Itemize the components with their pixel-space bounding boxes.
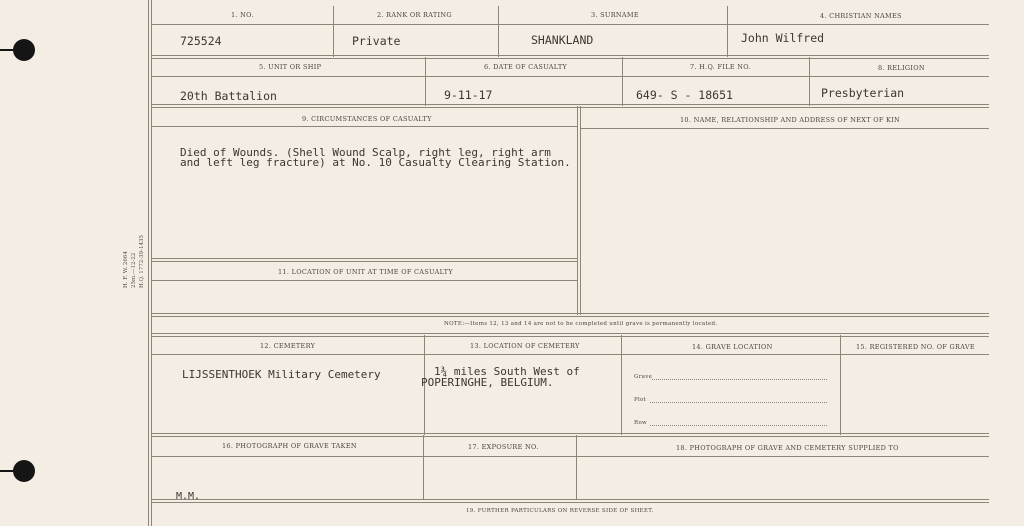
rule (152, 55, 989, 59)
label-date: 6. DATE OF CASUALTY (484, 63, 568, 71)
label-no: 1. NO. (231, 11, 254, 19)
label-plot: Plot (634, 397, 647, 403)
divider (622, 57, 623, 106)
label-grave-location: 14. GRAVE LOCATION (692, 343, 773, 351)
side-code-1: H. F. W. 2664 (123, 251, 129, 288)
rule (152, 104, 989, 108)
binder-hole-bottom (13, 460, 35, 482)
rank-value: Private (352, 34, 401, 48)
label-religion: 8. RELIGION (878, 64, 925, 72)
location-line-1: 1¾ miles South West of (434, 365, 580, 378)
label-next-of-kin: 10. NAME, RELATIONSHIP AND ADDRESS OF NEXT OF KIN (680, 116, 901, 124)
divider (577, 106, 578, 315)
divider (333, 6, 334, 57)
rule (152, 313, 989, 317)
plot-dotted-line (650, 402, 827, 403)
rule (152, 433, 989, 437)
label-circumstances: 9. CIRCUMSTANCES OF CASUALTY (302, 115, 432, 123)
label-christian-names: 4. CHRISTIAN NAMES (820, 12, 902, 20)
label-grave: Grave (634, 374, 653, 380)
photo-taken-value: M.M. (176, 491, 201, 502)
rule (152, 456, 989, 457)
divider (423, 435, 424, 500)
rule (152, 333, 989, 337)
rule (152, 76, 989, 77)
label-unit: 5. UNIT OR SHIP (259, 63, 322, 71)
side-code-3: H.Q. 1772-39-1435 (139, 235, 145, 288)
left-margin-line-2 (151, 0, 152, 526)
rule (152, 354, 989, 355)
divider (580, 106, 581, 315)
hq-file-no-value: 649- S - 18651 (636, 88, 733, 102)
rule (152, 126, 577, 127)
divider (809, 57, 810, 106)
religion-value: Presbyterian (821, 86, 905, 100)
circumstances-line-1: Died of Wounds. (Shell Wound Scalp, right leg, right arm (180, 146, 551, 159)
unit-value: 20th Battalion (180, 89, 277, 103)
rule (152, 24, 989, 25)
row-dotted-line (650, 425, 827, 426)
binder-hole-top (13, 39, 35, 61)
left-margin-line (148, 0, 149, 526)
service-number: 725524 (180, 34, 222, 48)
divider (498, 6, 499, 57)
divider (621, 335, 622, 435)
rule (152, 280, 577, 281)
rule (152, 258, 577, 262)
surname-value: SHANKLAND (531, 33, 594, 47)
rule (580, 128, 989, 129)
note-text: NOTE:—Items 12, 13 and 14 are not to be completed until grave is permanently located. (444, 321, 718, 327)
label-hq-file: 7. H.Q. FILE NO. (690, 63, 751, 71)
divider (727, 6, 728, 57)
label-registered-no: 15. REGISTERED NO. OF GRAVE (856, 343, 975, 351)
footer-text: 19. FURTHER PARTICULARS ON REVERSE SIDE OF SHEET. (466, 508, 654, 514)
label-cemetery: 12. CEMETERY (260, 342, 316, 350)
divider (840, 335, 841, 435)
divider (576, 435, 577, 500)
label-photo-supplied: 18. PHOTOGRAPH OF GRAVE AND CEMETERY SUPPLIED TO (676, 444, 899, 452)
label-location-unit: 11. LOCATION OF UNIT AT TIME OF CASUALTY (278, 268, 453, 276)
label-location-cemetery: 13. LOCATION OF CEMETERY (470, 342, 580, 350)
rule (152, 499, 989, 503)
circumstances-line-2: and left leg fracture) at No. 10 Casualty Clearing Station. (180, 156, 571, 169)
label-exposure: 17. EXPOSURE NO. (468, 443, 539, 451)
grave-dotted-line (652, 379, 827, 380)
label-rank: 2. RANK OR RATING (377, 11, 452, 19)
side-code-2: 25m.—12-22 (131, 252, 137, 288)
date-of-casualty-value: 9-11-17 (444, 88, 493, 102)
location-line-2: POPERINGHE, BELGIUM. (421, 376, 554, 389)
christian-names-value: John Wilfred (741, 31, 825, 45)
label-row: Row (634, 420, 648, 426)
label-photo-taken: 16. PHOTOGRAPH OF GRAVE TAKEN (222, 442, 357, 450)
cemetery-value: LIJSSENTHOEK Military Cemetery (182, 368, 381, 381)
label-surname: 3. SURNAME (591, 11, 639, 19)
divider (425, 57, 426, 106)
